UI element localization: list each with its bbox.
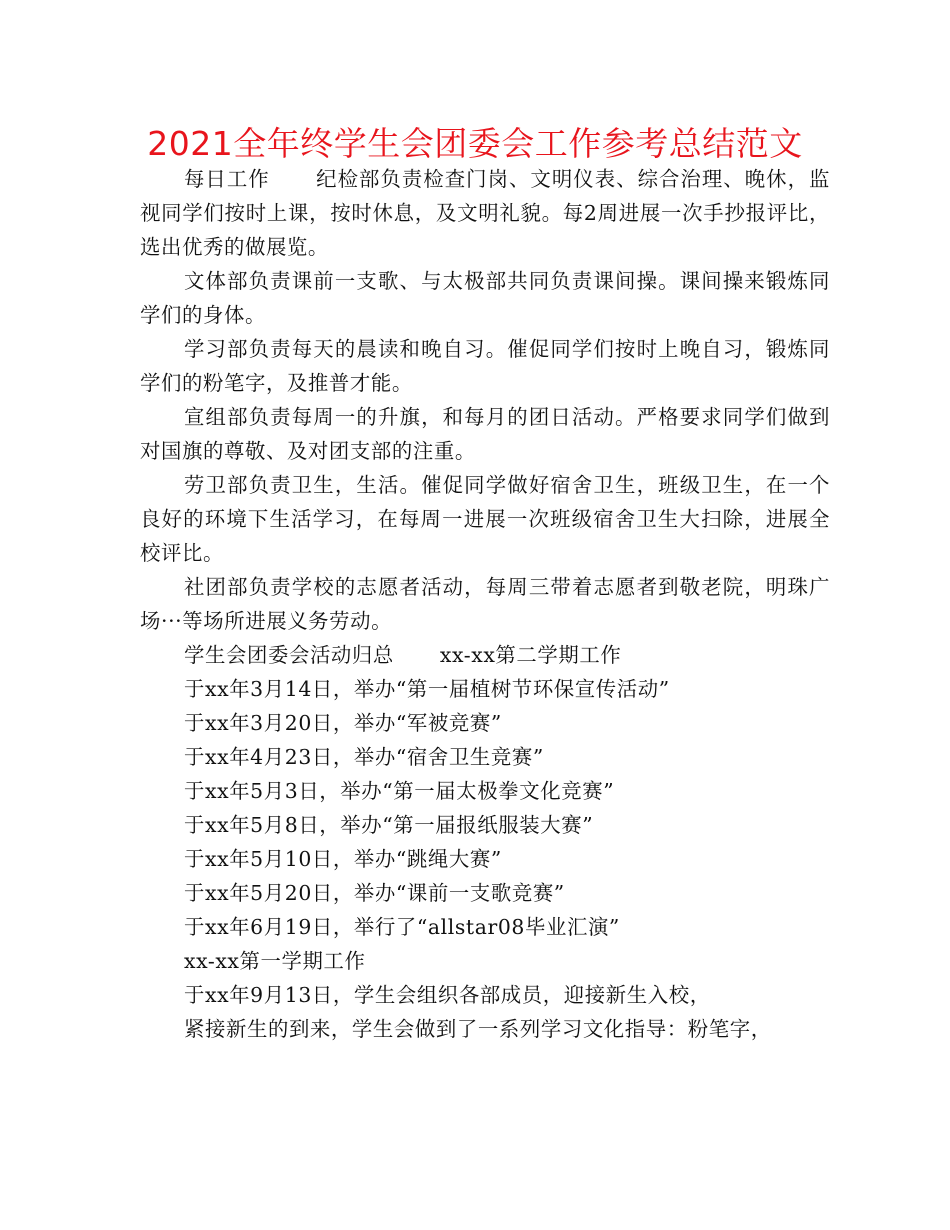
activity-item: 于xx年5月10日，举办“跳绳大赛”: [184, 847, 502, 871]
activity-item: 于xx年5月3日，举办“第一届太极拳文化竞赛”: [184, 779, 615, 803]
activity-item: 于xx年4月23日，举办“宿舍卫生竞赛”: [184, 745, 544, 769]
document-title: 2021全年终学生会团委会工作参考总结范文: [147, 124, 803, 163]
paragraph-publicity-dept: 宣组部负责每周一的升旗，和每月的团日活动。严格要求同学们做到对国旗的尊敬、及对团支部的注重。: [140, 405, 830, 463]
paragraph-guidance: 紧接新生的到来，学生会做到了一系列学习文化指导：粉笔字，: [184, 1017, 772, 1041]
activity-item: 于xx年3月20日，举办“军被竞赛”: [184, 711, 502, 735]
activity-item: 于xx年5月20日，举办“课前一支歌竞赛”: [184, 881, 565, 905]
paragraph-labor-dept: 劳卫部负责卫生，生活。催促同学做好宿舍卫生，班级卫生，在一个良好的环境下生活学习，在每周一进展一次班级宿舍卫生大扫除，进展全校评比。: [140, 473, 830, 565]
activity-item: 于xx年6月19日，举行了“allstar08毕业汇演”: [184, 915, 620, 939]
paragraph-activity-summary: [140, 638, 830, 672]
paragraph-club-dept: 社团部负责学校的志愿者活动，每周三带着志愿者到敬老院，明珠广场···等场所进展义务劳动。: [140, 575, 830, 633]
daily-work-heading: 每日工作: [184, 167, 270, 191]
paragraph-sports-dept: 文体部负责课前一支歌、与太极部共同负责课间操。课间操来锻炼同学们的身体。: [140, 269, 830, 327]
paragraph-study-dept: 学习部负责每天的晨读和晚自习。催促同学们按时上晚自习，锻炼同学们的粉笔字，及推普才能。: [140, 337, 830, 395]
activity-item: 于xx年9月13日，学生会组织各部成员，迎接新生入校，: [184, 983, 711, 1007]
activity-item: 于xx年3月14日，举办“第一届植树节环保宣传活动”: [184, 677, 670, 701]
activity-summary-heading: 学生会团委会活动归总: [184, 643, 394, 667]
paragraph-daily-work: [140, 162, 830, 264]
first-semester-heading: xx-xx第一学期工作: [184, 949, 366, 973]
second-semester-heading: xx-xx第二学期工作: [439, 643, 622, 667]
discipline-dept-text: 纪检部负责检查门岗、文明仪表、综合治理、晚休，监视同学们按时上课，按时休息，及文明礼貌。每2周进展一次手抄报评比，选出优秀的做展览。: [140, 167, 830, 259]
document-body: [140, 162, 830, 1046]
activity-item: 于xx年5月8日，举办“第一届报纸服装大赛”: [184, 813, 594, 837]
